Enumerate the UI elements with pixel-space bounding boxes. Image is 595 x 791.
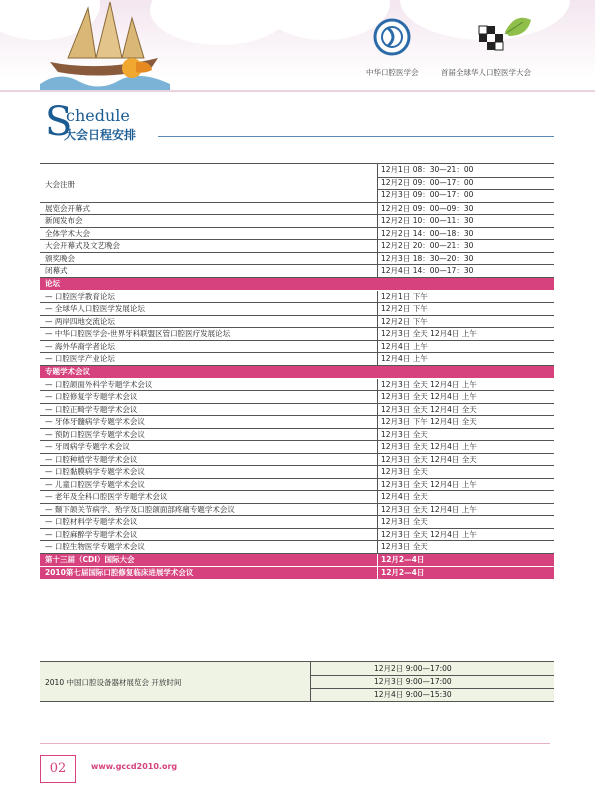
page-number: 02: [40, 755, 76, 783]
expo-time-1: 12月2日 9:00—17:00: [311, 662, 554, 676]
table-row: 大会开幕式及文艺晚会 12月2日 20：00—21：30: [40, 240, 554, 253]
highlight-row-cdi: 第十三届（CDI）国际大会 12月2—4日: [40, 554, 554, 567]
schedule-table: [40, 163, 554, 580]
table-row: — 口腔种植学专题学术会议 12月3日 全天 12月4日 全天: [40, 454, 554, 467]
registration-time-3: 12月3日 09：00—17：00: [381, 190, 474, 199]
table-row: 颁奖晚会 12月3日 18：30—20：30: [40, 253, 554, 266]
society-logo-icon: [373, 18, 411, 56]
row-item: 大会注册: [45, 180, 75, 189]
table-row: — 口腔黏膜病学专题学术会议 12月3日 全天: [40, 466, 554, 479]
table-row: — 儿童口腔医学专题学术会议 12月3日 全天 12月4日 上午: [40, 479, 554, 492]
table-row: — 牙体牙髓病学专题学术会议 12月3日 下午 12月4日 全天: [40, 416, 554, 429]
table-row: — 口腔颌面外科学专题学术会议 12月3日 全天 12月4日 上午: [40, 379, 554, 392]
table-row: — 老年及全科口腔医学专题学术会议 12月4日 全天: [40, 491, 554, 504]
table-row: — 牙周病学专题学术会议 12月3日 全天 12月4日 上午: [40, 441, 554, 454]
sailing-ship-icon: [40, 0, 180, 92]
table-row: — 中华口腔医学会-世界牙科联盟区管口腔医疗发展论坛 12月3日 全天 12月4日 上午: [40, 328, 554, 341]
expo-time-2: 12月3日 9:00—17:00: [311, 675, 554, 689]
expo-label: 2010 中国口腔设备器材展览会 开放时间: [45, 678, 182, 687]
table-row: — 全球华人口腔医学发展论坛 12月2日 下午: [40, 303, 554, 316]
table-row: — 口腔医学教育论坛 12月1日 下午: [40, 291, 554, 304]
table-row: — 口腔材料学专题学术会议 12月3日 全天: [40, 516, 554, 529]
conference-logo-icon: [475, 12, 537, 62]
table-row: — 口腔麻醉学专题学术会议 12月3日 全天 12月4日 上午: [40, 529, 554, 542]
table-row: — 两岸四地交流论坛 12月2日 下午: [40, 316, 554, 329]
title-rule: [158, 136, 554, 137]
org-name-right: 首届全球华人口腔医学大会: [441, 68, 531, 77]
highlight-row-prosthodontics: 2010第七届国际口腔修复临床进展学术会议 12月2—4日: [40, 567, 554, 580]
expo-hours-table: [40, 661, 554, 702]
expo-time-3: 12月4日 9:00—15:30: [374, 690, 452, 699]
header-banner: [0, 0, 595, 92]
registration-time-2: 12月2日 09：00—17：00: [378, 177, 554, 191]
table-row: — 预防口腔医学专题学术会议 12月3日 全天: [40, 429, 554, 442]
registration-row: [40, 163, 554, 203]
header-divider: [0, 90, 595, 92]
table-row: — 颞下颌关节病学、殆学及口腔颌面部疼痛专题学术会议 12月3日 全天 12月4日 上午: [40, 504, 554, 517]
title-chinese: 大会日程安排: [64, 128, 137, 142]
title-english: chedule: [66, 106, 130, 125]
table-row: 展览会开幕式 12月2日 09：00—09：30: [40, 203, 554, 216]
table-row: — 口腔正畸学专题学术会议 12月3日 全天 12月4日 全天: [40, 404, 554, 417]
section-header-meetings: 专题学术会议: [40, 366, 554, 379]
footer-divider: [40, 743, 550, 744]
table-row: — 口腔修复学专题学术会议 12月3日 全天 12月4日 上午: [40, 391, 554, 404]
table-row: — 口腔医学产业论坛 12月4日 上午: [40, 353, 554, 366]
table-row: 新闻发布会 12月2日 10：00—11：30: [40, 215, 554, 228]
website-link[interactable]: www.gccd2010.org: [91, 762, 178, 771]
registration-time-1: 12月1日 08：30—21：00: [378, 164, 554, 178]
table-row: — 海外华裔学者论坛 12月4日 上午: [40, 341, 554, 354]
cloud-shape: [260, 0, 390, 40]
table-row: 闭幕式 12月4日 14：00—17：30: [40, 265, 554, 278]
table-row: 全体学术大会 12月2日 14：00—18：30: [40, 228, 554, 241]
org-name-left: 中华口腔医学会: [366, 68, 419, 77]
title-initial: S: [45, 99, 73, 145]
section-header-forum: 论坛: [40, 278, 554, 291]
table-row: — 口腔生物医学专题学术会议 12月3日 全天: [40, 541, 554, 554]
